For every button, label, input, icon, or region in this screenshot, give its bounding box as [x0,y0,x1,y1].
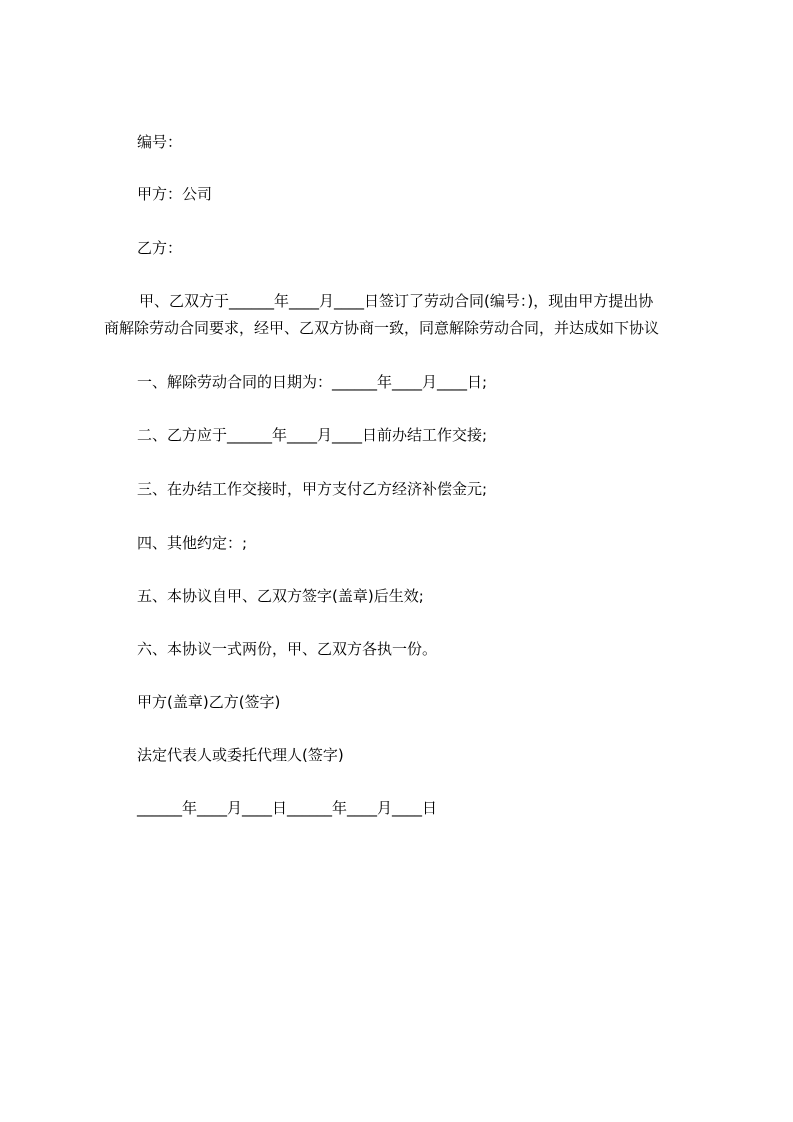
intro-paragraph-line-2: 商解除劳动合同要求，经甲、乙双方协商一致，同意解除劳动合同，并达成如下协议 [104,319,660,337]
intro-paragraph-line-1: 甲、乙双方于______年____月____日签订了劳动合同(编号：)，现由甲方提出协 [139,292,654,310]
clause-5: 五、本协议自甲、乙双方签字(盖章)后生效; [137,587,424,605]
clause-3: 三、在办结工作交接时，甲方支付乙方经济补偿金元; [137,480,488,498]
clause-6: 六、本协议一式两份，甲、乙双方各执一份。 [137,640,438,658]
clause-2: 二、乙方应于______年____月____日前办结工作交接; [137,426,488,444]
contract-number-label: 编号： [137,133,183,151]
party-a-line: 甲方：公司 [137,185,213,203]
clause-1: 一、解除劳动合同的日期为：______年____月____日; [137,373,488,391]
clause-4: 四、其他约定：; [137,534,248,552]
signature-dates-line: ______年____月____日______年____月____日 [137,799,438,817]
signature-representative-line: 法定代表人或委托代理人(签字) [137,746,344,764]
party-b-line: 乙方： [137,239,183,257]
signature-parties-line: 甲方(盖章)乙方(签字) [137,693,281,711]
